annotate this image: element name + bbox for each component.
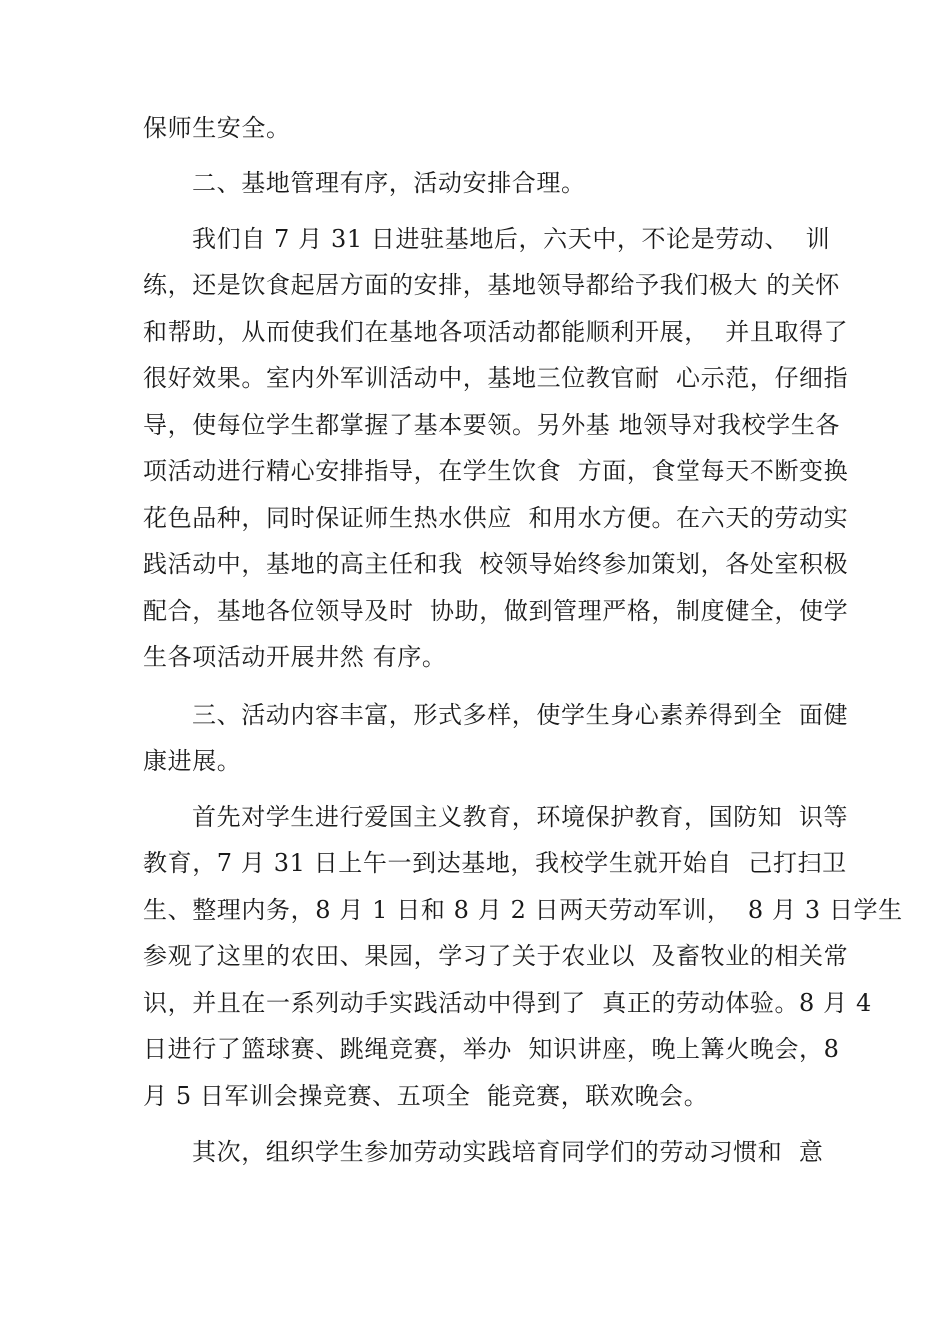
paragraph-line: 和帮助，从而使我们在基地各项活动都能顺利开展， 并且取得了 [143, 318, 849, 346]
paragraph-line: 项活动进行精心安排指导，在学生饮食 方面，食堂每天不断变换 [143, 457, 849, 485]
paragraph-line: 践活动中，基地的高主任和我 校领导始终参加策划，各处室积极 [143, 550, 849, 578]
section-heading: 二、基地管理有序，活动安排合理。 [192, 169, 586, 197]
paragraph-line: 生、整理内务，8 月 1 日和 8 月 2 日两天劳动军训， 8 月 3 日学生 [143, 896, 903, 924]
paragraph-line: 其次，组织学生参加劳动实践培育同学们的劳动习惯和 意 [192, 1138, 824, 1166]
paragraph-line: 配合，基地各位领导及时 协助，做到管理严格，制度健全，使学 [143, 597, 849, 625]
paragraph-line: 日进行了篮球赛、跳绳竞赛，举办 知识讲座，晚上篝火晚会，8 [143, 1035, 840, 1063]
paragraph-line: 我们自 7 月 31 日进驻基地后，六天中，不论是劳动、 训 [192, 225, 831, 253]
paragraph-line: 导，使每位学生都掌握了基本要领。另外基 地领导对我校学生各 [143, 411, 841, 439]
paragraph-line: 参观了这里的农田、果园，学习了关于农业以 及畜牧业的相关常 [143, 942, 849, 970]
paragraph-line: 教育，7 月 31 日上午一到达基地，我校学生就开始自 己打扫卫 [143, 849, 847, 877]
paragraph-line: 识，并且在一系列动手实践活动中得到了 真正的劳动体验。8 月 4 [143, 989, 872, 1017]
paragraph-line: 月 5 日军训会操竞赛、五项全 能竞赛，联欢晚会。 [143, 1082, 709, 1110]
paragraph-line: 花色品种，同时保证师生热水供应 和用水方便。在六天的劳动实 [143, 504, 849, 532]
paragraph-line: 练，还是饮食起居方面的安排，基地领导都给予我们极大 的关怀 [143, 271, 841, 299]
paragraph-line: 首先对学生进行爱国主义教育，环境保护教育，国防知 识等 [192, 803, 849, 831]
paragraph-line: 很好效果。室内外军训活动中，基地三位教官耐 心示范，仔细指 [143, 364, 849, 392]
section-heading-continued: 康进展。 [143, 747, 242, 775]
paragraph-line: 保师生安全。 [143, 114, 291, 142]
paragraph-line: 生各项活动开展井然 有序。 [143, 643, 447, 671]
section-heading: 三、活动内容丰富，形式多样，使学生身心素养得到全 面健 [192, 701, 849, 729]
